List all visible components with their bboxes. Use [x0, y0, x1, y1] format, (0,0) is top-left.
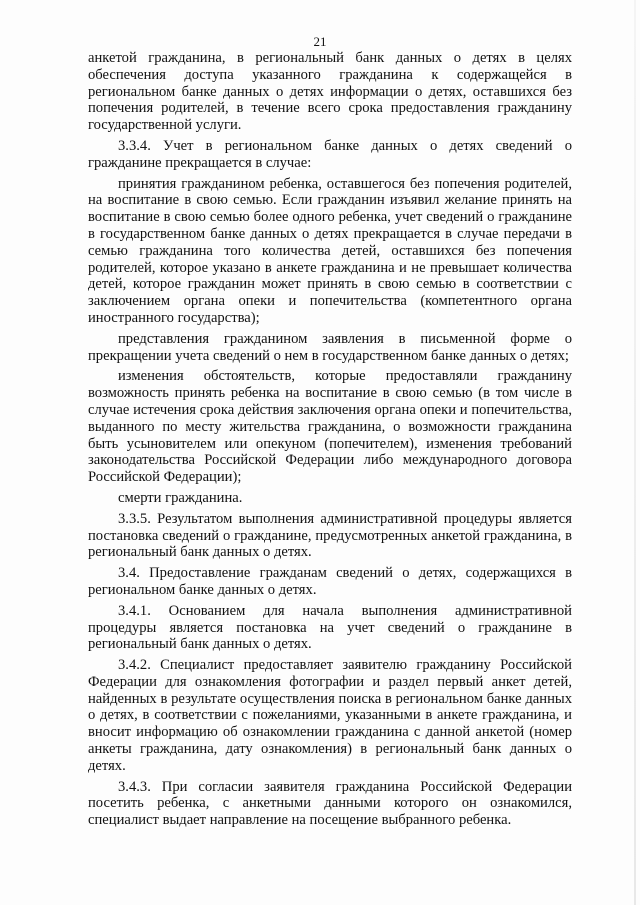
- paragraph-3-4-2: 3.4.2. Специалист предоставляет заявителю гражданину Российской Федерации для ознакомления фотографии и раздел первый анкет детей, найденных в результате осуществления поиска в региональном банке данных о детях, в соответствии с пожеланиями, указанными в анкете гражданина, и вносит информацию об ознакомлении гражданина с данной анкетой (номер анкеты гражданина, дату ознакомления) в региональный банк данных о детях.: [88, 657, 572, 774]
- paragraph-circumstances-change: изменения обстоятельств, которые предоставляли гражданину возможность принять ребенка на воспитание в свою семью (в том числе в случае истечения срока действия заключения органа опеки и попечительства, выданного по месту жительства гражданина, о возможности гражданина быть усыновителем или опекуном (попечителем), изменения требований законодательства Российской Федерации либо международного договора Российской Федерации);: [88, 368, 572, 486]
- paragraph-3-4: 3.4. Предоставление гражданам сведений о детях, содержащихся в региональном банке данных о детях.: [88, 565, 572, 598]
- paragraph-3-4-3: 3.4.3. При согласии заявителя гражданина Российской Федерации посетить ребенка, с анкетными данными которого он ознакомился, специалист выдает направление на посещение выбранного ребенка.: [88, 778, 572, 829]
- paragraph-continuation: анкетой гражданина, в региональный банк данных о детях в целях обеспечения доступа указанного гражданина к содержащейся в региональном банке данных о детях информации о детях, оставшихся без попечения родителей, в течение всего срока предоставления гражданину государственной услуги.: [88, 50, 572, 134]
- body-text: [88, 50, 572, 833]
- paragraph-written-request: представления гражданином заявления в письменной форме о прекращении учета сведений о нем в государственном банке данных о детях;: [88, 330, 572, 364]
- paragraph-3-3-4: 3.3.4. Учет в региональном банке данных о детях сведений о гражданине прекращается в случае:: [88, 137, 572, 171]
- paragraph-3-3-5: 3.3.5. Результатом выполнения административной процедуры является постановка сведений о гражданине, предусмотренных анкетой гражданина, в региональный банк данных о детях.: [88, 510, 572, 561]
- paragraph-adoption: принятия гражданином ребенка, оставшегося без попечения родителей, на воспитание в свою семью. Если гражданин изъявил желание принять на воспитание в свою семью более одного ребенка, учет сведений о гражданине в государственном банке данных о детях прекращается в случае передачи в семью гражданина того количества детей, оставшихся без попечения родителей, которое указано в анкете гражданина и не превышает количества детей, которое гражданин может принять в свою семью в соответствии с заключением органа опеки и попечительства (компетентного органа иностранного государства);: [88, 175, 572, 326]
- scan-edge: [634, 0, 636, 905]
- paragraph-death: смерти гражданина.: [118, 489, 243, 506]
- page-number: 21: [313, 34, 327, 49]
- paragraph-3-4-1: 3.4.1. Основанием для начала выполнения административной процедуры является постановка на учет сведений о гражданине в региональный банк данных о детях.: [88, 602, 572, 653]
